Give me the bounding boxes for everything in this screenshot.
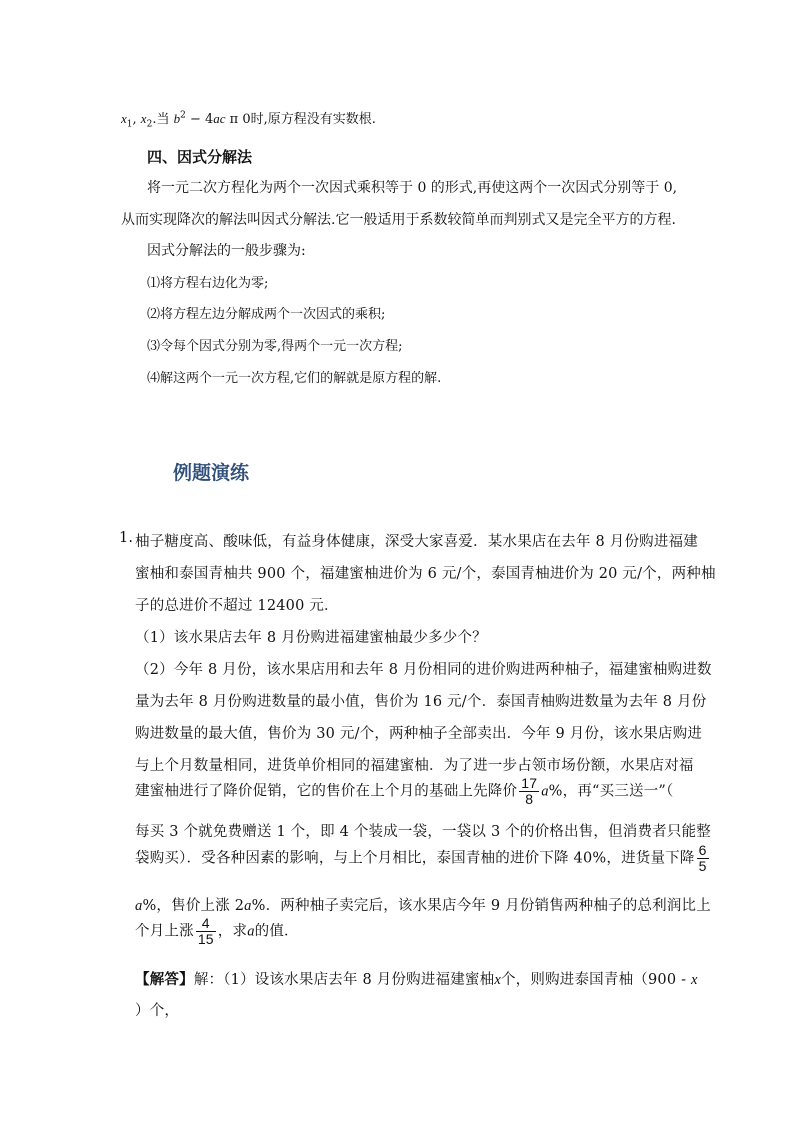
section-paragraph-line-1: 将一元二次方程化为两个一次因式乘积等于 0 的形式,再使这两个一次因式分别等于 0, bbox=[147, 180, 678, 196]
answer-line-2: ）个， bbox=[135, 1003, 180, 1019]
intro-line: $x_1$, $x_2$.当 $b^2 - 4ac$ π 0时,原方程没有实数根. bbox=[121, 110, 376, 130]
step-3: ⑶令每个因式分别为零,得两个一元一次方程; bbox=[147, 339, 403, 354]
question-2-line-7: 袋购买）．受各种因素的影响，与上个月相比，泰国青柚的进价下降 40%，进货量下降 $\frac{6}{5}$ bbox=[135, 842, 707, 874]
problem-number: 1. bbox=[119, 530, 134, 546]
step-4: ⑷解这两个一元一次方程,它们的解就是原方程的解. bbox=[147, 371, 442, 386]
fraction-17-8: $\frac{17}{8}$ bbox=[521, 775, 538, 807]
steps-intro: 因式分解法的一般步骤为: bbox=[147, 243, 306, 259]
question-2-line-3: 购进数量的最大值，售价为 30 元/个，两种柚子全部卖出．今年 9 月份，该水果店购进 bbox=[135, 726, 703, 742]
examples-title: 例题演练 bbox=[173, 462, 250, 484]
question-2-line-1: （2）今年 8 月份，该水果店用和去年 8 月份相同的进价购进两种柚子，福建蜜柚购进数 bbox=[135, 662, 712, 678]
fraction-4-15: $\frac{4}{15}$ bbox=[197, 915, 214, 947]
question-2-line-9: 个月上涨 $\frac{4}{15}$ ，求a的值． bbox=[135, 915, 299, 947]
step-2: ⑵将方程左边分解成两个一次因式的乘积; bbox=[147, 307, 386, 322]
problem-line-2: 蜜柚和泰国青柚共 900 个，福建蜜柚进价为 6 元/个，泰国青柚进价为 20 元/个，两种柚 bbox=[135, 566, 716, 582]
answer-tag: 【解答】 bbox=[135, 971, 194, 988]
answer-line-1: 【解答】解：（1）设该水果店去年 8 月份购进福建蜜柚x个，则购进泰国青柚（900 - x bbox=[135, 971, 698, 988]
section-paragraph-line-2: 从而实现降次的解法叫因式分解法.它一般适用于系数较简单而判别式又是完全平方的方程. bbox=[121, 212, 676, 228]
question-1: （1）该水果店去年 8 月份购进福建蜜柚最少多少个？ bbox=[135, 630, 487, 646]
question-2-line-6: 每买 3 个就免费赠送 1 个，即 4 个装成一袋，一袋以 3 个的价格出售，但消费者只能整 bbox=[135, 824, 711, 840]
section-heading: 四、因式分解法 bbox=[147, 148, 253, 166]
question-2-line-2: 量为去年 8 月份购进数量的最小值，售价为 16 元/个．泰国青柚购进数量为去年 8 月份 bbox=[135, 694, 707, 710]
question-2-line-5: 建蜜柚进行了降价促销，它的售价在上个月的基础上先降价 $\frac{17}{8}$ a%，再“买三送一”（ bbox=[135, 775, 674, 807]
problem-line-3: 子的总进价不超过 12400 元． bbox=[135, 598, 339, 614]
problem-line-1: 柚子糖度高、酸味低，有益身体健康，深受大家喜爱．某水果店在去年 8 月份购进福建 bbox=[135, 534, 698, 550]
step-1: ⑴将方程右边化为零; bbox=[147, 276, 269, 291]
fraction-6-5: $\frac{6}{5}$ bbox=[698, 842, 707, 874]
question-2-line-8: a%，售价上涨 2a%．两种柚子卖完后，该水果店今年 9 月份销售两种柚子的总利润比上 bbox=[135, 898, 711, 914]
question-2-line-4: 与上个月数量相同，进货单价相同的福建蜜柚．为了进一步占领市场份额，水果店对福 bbox=[135, 758, 694, 774]
